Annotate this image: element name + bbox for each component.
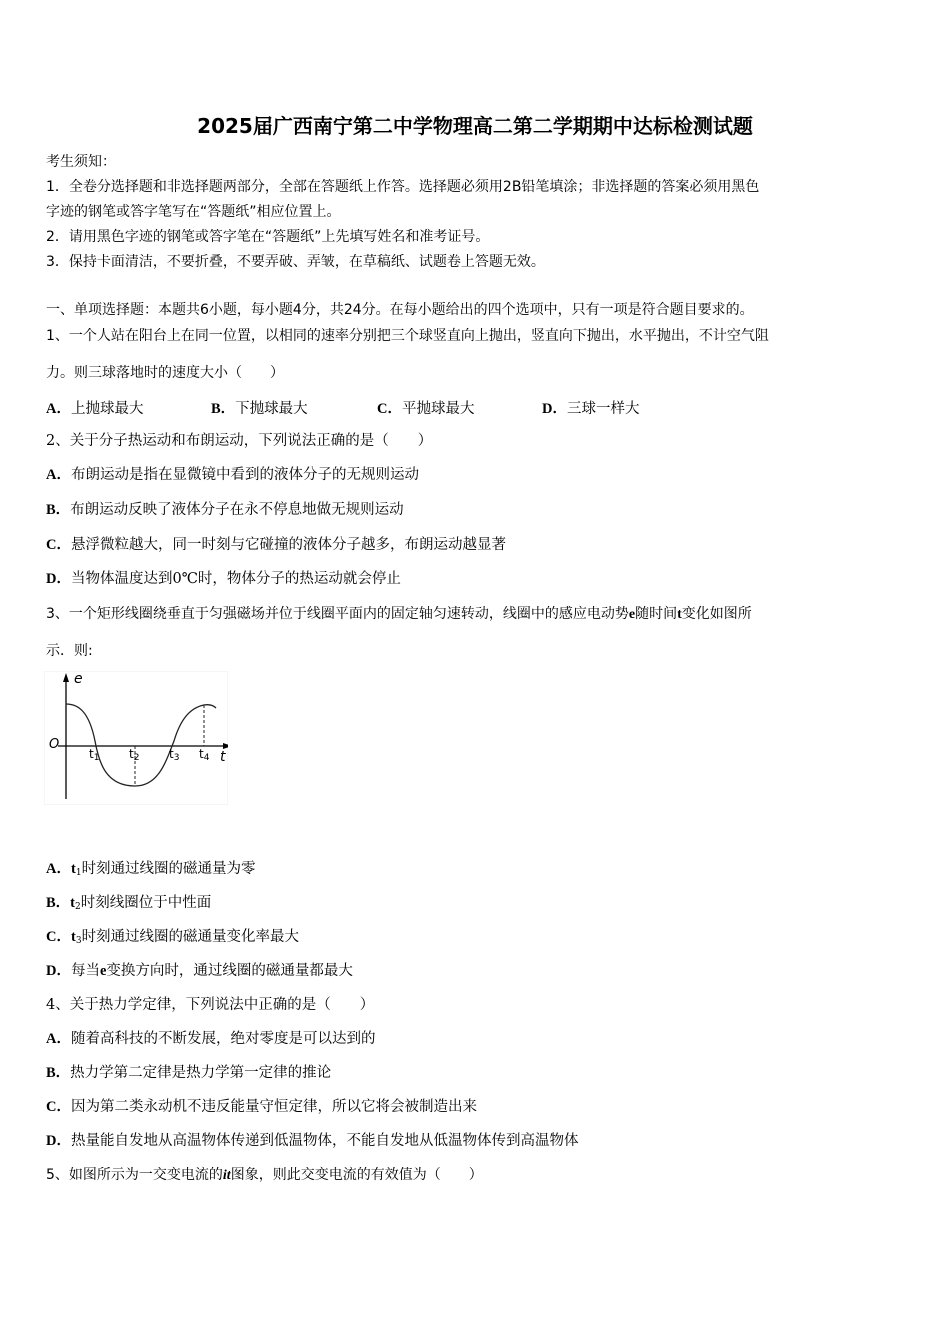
question-4-option-c: C．因为第二类永动机不违反能量守恒定律，所以它将会被制造出来 — [46, 1099, 477, 1115]
question-4-option-b: B．热力学第二定律是热力学第一定律的推论 — [46, 1065, 332, 1081]
question-3-option-c: C．$t_3$时刻通过线圈的磁通量变化率最大 — [46, 929, 300, 946]
option-d: D．三球一样大 — [542, 401, 640, 417]
question-2-option-a: A．布朗运动是指在显微镜中看到的液体分子的无规则运动 — [46, 467, 419, 483]
question-5-stem: 5、如图所示为一交变电流的it图象，则此交变电流的有效值为（ ） — [46, 1167, 483, 1183]
question-2-stem: 2、关于分子热运动和布朗运动，下列说法正确的是（ ） — [46, 433, 433, 449]
option-c: C．平抛球最大 — [377, 401, 475, 417]
question-2-option-d: D．当物体温度达到0℃时，物体分子的热运动就会停止 — [46, 571, 401, 587]
origin-label: O — [49, 737, 60, 752]
question-4-option-a: A．随着高科技的不断发展，绝对零度是可以达到的 — [46, 1031, 376, 1047]
tick-t4: $t_4$ — [199, 747, 210, 763]
question-3-stem: 3、一个矩形线圈绕垂直于匀强磁场并位于线圈平面内的固定轴匀速转动，线圈中的感应电动势e随时间t变化如图所 — [46, 606, 752, 622]
question-2-option-c: C．悬浮微粒越大，同一时刻与它碰撞的液体分子越多，布朗运动越显著 — [46, 537, 506, 553]
question-1-stem-cont: 力。则三球落地时的速度大小（ ） — [46, 365, 284, 381]
page-title: 2025届广西南宁第二中学物理高二第二学期期中达标检测试题 — [197, 114, 753, 138]
question-4-option-d: D．热量能自发地从高温物体传递到低温物体，不能自发地从低温物体传到高温物体 — [46, 1133, 579, 1149]
tick-t1: $t_1$ — [89, 747, 100, 763]
question-1-stem: 1、一个人站在阳台上在同一位置，以相同的速率分别把三个球竖直向上抛出，竖直向下抛出，水平抛出，不计空气阻 — [46, 328, 769, 344]
notice-heading: 考生须知： — [46, 154, 116, 170]
question-3-option-d: D．每当e变换方向时，通过线圈的磁通量都最大 — [46, 963, 353, 979]
question-3-option-b: B．$t_2$时刻线圈位于中性面 — [46, 895, 212, 912]
tick-t3: $t_3$ — [169, 747, 180, 763]
option-b: B．下抛球最大 — [211, 401, 308, 417]
question-2-option-b: B．布朗运动反映了液体分子在永不停息地做无规则运动 — [46, 502, 404, 518]
section-heading: 一、单项选择题：本题共6小题，每小题4分，共24分。在每小题给出的四个选项中，只有一项是符合题目要求的。 — [46, 302, 754, 318]
notice-item-2: 2．请用黑色字迹的钢笔或答字笔在“答题纸”上先填写姓名和准考证号。 — [46, 229, 490, 245]
x-axis-label: t — [220, 749, 226, 765]
question-3-stem-cont: 示．则: — [46, 643, 93, 659]
emf-time-graph — [44, 671, 228, 805]
question-3-option-a: A．$t_1$时刻通过线圈的磁通量为零 — [46, 861, 256, 878]
notice-item-3: 3．保持卡面清洁，不要折叠，不要弄破、弄皱，在草稿纸、试题卷上答题无效。 — [46, 254, 545, 270]
tick-t2: $t_2$ — [129, 747, 140, 763]
option-a: A．上抛球最大 — [46, 401, 144, 417]
question-4-stem: 4、关于热力学定律，下列说法中正确的是（ ） — [46, 997, 375, 1013]
notice-item-1-cont: 字迹的钢笔或答字笔写在“答题纸”相应位置上。 — [46, 204, 341, 220]
y-axis-label: e — [74, 671, 83, 687]
notice-item-1: 1．全卷分选择题和非选择题两部分，全部在答题纸上作答。选择题必须用2B铅笔填涂；非选择题的答案必须用黑色 — [46, 179, 760, 195]
